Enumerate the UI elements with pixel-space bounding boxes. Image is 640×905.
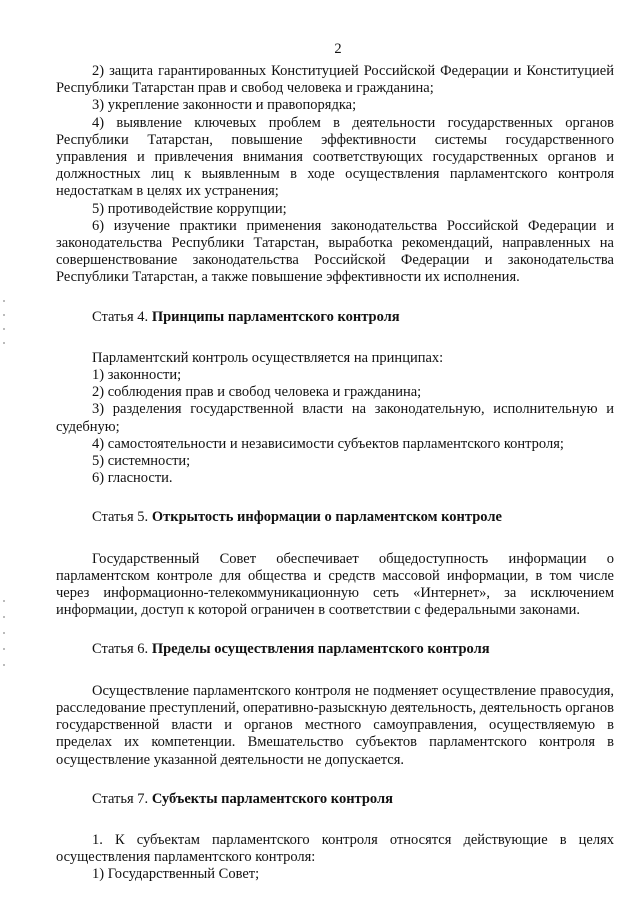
list-item: 6) изучение практики применения законодательства Российской Федерации и законодательства Республики Татарстан, выработка рекомендаций, направленных на совершенствование законодательства Российской Федерации и законодательства Республики Татарстан, а также повышение эффективности их исполнения. bbox=[56, 217, 614, 286]
article-7-body bbox=[56, 832, 614, 884]
scan-margin-marks bbox=[3, 300, 6, 360]
document-body bbox=[56, 63, 614, 884]
article-prefix: Статья 5. bbox=[92, 509, 149, 526]
list-item: 4) выявление ключевых проблем в деятельности государственных органов Республики Татарстан, повышение эффективности системы государственного управления и привлечения внимания соответствующих государственных органов и должностных лиц к выявленным в ходе осуществления парламентского контроля недостаткам в целях их устранения; bbox=[56, 114, 614, 200]
article-6-heading bbox=[56, 641, 614, 658]
page-number: 2 bbox=[334, 41, 342, 57]
list-item: 1) Государственный Совет; bbox=[92, 866, 260, 883]
list-item: 5) противодействие коррупции; bbox=[92, 200, 287, 217]
article-lead: 1. К субъектам парламентского контроля относятся действующие в целях осуществления парламентского контроля: bbox=[56, 831, 614, 866]
article-5-heading bbox=[56, 509, 614, 526]
list-item: 3) разделения государственной власти на законодательную, исполнительную и судебную; bbox=[56, 401, 614, 435]
article-6-text: Осуществление парламентского контроля не подменяет осуществление правосудия, расследование преступлений, оперативно-разыскную деятельность, деятельность органов государственной власти и органов местного самоуправления, осуществляемую в пределах их компетенции. Вмешательство субъектов парламентского контроля в осуществление указанной деятельности не допускается. bbox=[56, 682, 614, 768]
scan-margin-marks bbox=[3, 600, 6, 680]
article-title: Принципы парламентского контроля bbox=[151, 308, 400, 325]
list-item: 1) законности; bbox=[92, 367, 182, 384]
list-item: 2) защита гарантированных Конституцией Российской Федерации и Конституцией Республики Татарстан прав и свобод человека и гражданина; bbox=[56, 63, 614, 97]
list-item: 2) соблюдения прав и свобод человека и гражданина; bbox=[92, 384, 422, 401]
article-7-heading bbox=[56, 791, 614, 808]
article-4-body bbox=[56, 350, 614, 488]
article-title: Пределы осуществления парламентского контроля bbox=[151, 641, 490, 658]
article-title: Субъекты парламентского контроля bbox=[151, 790, 393, 807]
list-item: 3) укрепление законности и правопорядка; bbox=[92, 97, 357, 114]
article-prefix: Статья 4. bbox=[92, 308, 149, 325]
article-4-heading bbox=[56, 309, 614, 326]
article-title: Открытость информации о парламентском контроле bbox=[151, 509, 502, 526]
article-prefix: Статья 6. bbox=[92, 641, 149, 658]
list-item: 5) системности; bbox=[92, 453, 191, 470]
article-5-text: Государственный Совет обеспечивает общедоступность информации о парламентском контроле для общества и средств массовой информации, в том числе через информационно-телекоммуникационную сеть «Интернет», за исключением информации, доступ к которой ограничен в соответствии с федеральными законами. bbox=[56, 550, 614, 619]
intro-list bbox=[56, 63, 614, 287]
article-prefix: Статья 7. bbox=[92, 790, 149, 807]
article-lead: Парламентский контроль осуществляется на принципах: bbox=[92, 349, 444, 366]
list-item: 6) гласности. bbox=[92, 470, 173, 487]
list-item: 4) самостоятельности и независимости субъектов парламентского контроля; bbox=[92, 435, 564, 452]
